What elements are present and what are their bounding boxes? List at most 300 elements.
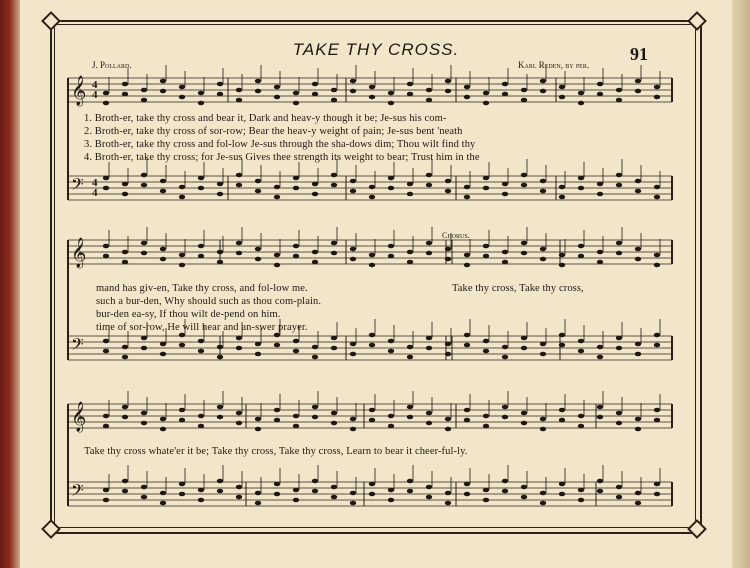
bass-note	[122, 182, 128, 187]
bass-note	[274, 185, 280, 190]
music-author: Karl Reden, by per.	[518, 60, 590, 70]
bass-note	[426, 495, 432, 500]
treble-note	[350, 89, 356, 94]
bass-note	[103, 186, 109, 191]
bass-note	[293, 488, 299, 493]
treble-note	[426, 251, 432, 256]
bass-clef: 𝄢	[71, 174, 84, 198]
treble-note	[597, 260, 603, 265]
bass-note	[445, 342, 451, 347]
treble-note	[578, 254, 584, 259]
treble-note	[293, 414, 299, 419]
bass-note	[255, 491, 261, 496]
treble-note	[502, 405, 508, 410]
treble-note	[350, 79, 356, 84]
treble-note	[464, 418, 470, 423]
bass-note	[464, 333, 470, 338]
bass-note	[540, 189, 546, 194]
bass-note	[331, 183, 337, 188]
bass-note	[255, 501, 261, 506]
treble-note	[179, 418, 185, 423]
bass-note	[160, 189, 166, 194]
treble-note	[521, 241, 527, 246]
treble-note	[331, 421, 337, 426]
treble-note	[274, 263, 280, 268]
treble-note	[654, 418, 660, 423]
treble-note	[540, 247, 546, 252]
treble-note	[635, 89, 641, 94]
treble-note	[483, 424, 489, 429]
bass-note	[464, 343, 470, 348]
bass-note	[464, 185, 470, 190]
treble-note	[217, 405, 223, 410]
bass-note	[293, 186, 299, 191]
treble-note	[350, 427, 356, 432]
bass-note	[198, 349, 204, 354]
treble-note	[122, 260, 128, 265]
treble-note	[179, 85, 185, 90]
bass-note	[616, 183, 622, 188]
bass-note	[369, 492, 375, 497]
treble-note	[255, 257, 261, 262]
treble-note	[388, 101, 394, 106]
treble-note	[559, 85, 565, 90]
treble-note	[407, 250, 413, 255]
bass-note	[369, 333, 375, 338]
treble-note	[141, 421, 147, 426]
page-edge	[732, 0, 750, 568]
treble-note	[502, 260, 508, 265]
bass-note	[540, 179, 546, 184]
treble-note	[217, 415, 223, 420]
bass-note	[635, 342, 641, 347]
bass-note	[122, 479, 128, 484]
treble-note	[369, 408, 375, 413]
treble-note	[540, 89, 546, 94]
treble-note	[312, 415, 318, 420]
bass-note	[483, 176, 489, 181]
treble-note	[635, 417, 641, 422]
treble-note	[331, 411, 337, 416]
bass-note	[635, 352, 641, 357]
treble-note	[445, 79, 451, 84]
bass-note	[122, 192, 128, 197]
bass-note	[578, 349, 584, 354]
treble-note	[635, 257, 641, 262]
treble-note	[502, 82, 508, 87]
treble-note	[293, 91, 299, 96]
treble-clef: 𝄞	[71, 76, 87, 106]
bass-note	[654, 195, 660, 200]
bass-note	[407, 489, 413, 494]
treble-note	[369, 263, 375, 268]
bass-note	[103, 176, 109, 181]
bass-note	[654, 492, 660, 497]
treble-note	[540, 417, 546, 422]
chorus-label: Chorus.	[442, 231, 470, 240]
bass-note	[388, 339, 394, 344]
bass-note	[198, 186, 204, 191]
bass-note	[217, 182, 223, 187]
bass-note	[236, 336, 242, 341]
treble-note	[369, 253, 375, 258]
bass-note	[635, 491, 641, 496]
treble-note	[198, 414, 204, 419]
treble-note	[407, 92, 413, 97]
bass-note	[350, 342, 356, 347]
bass-note	[616, 336, 622, 341]
bass-note	[445, 491, 451, 496]
treble-note	[407, 415, 413, 420]
treble-note	[217, 260, 223, 265]
bass-note	[350, 491, 356, 496]
treble-note	[312, 260, 318, 265]
bass-note	[502, 355, 508, 360]
bass-note	[350, 352, 356, 357]
bass-note	[331, 173, 337, 178]
bass-note	[502, 479, 508, 484]
treble-note	[578, 424, 584, 429]
treble-note	[255, 417, 261, 422]
treble-note	[312, 405, 318, 410]
treble-note	[635, 79, 641, 84]
bass-note	[160, 491, 166, 496]
bass-note	[369, 482, 375, 487]
treble-note	[540, 427, 546, 432]
treble-note	[521, 251, 527, 256]
bass-note	[578, 176, 584, 181]
bass-note	[597, 192, 603, 197]
bass-note	[445, 352, 451, 357]
hymn-title: TAKE THY CROSS.	[292, 40, 460, 59]
bass-note	[103, 498, 109, 503]
treble-note	[540, 79, 546, 84]
treble-note	[255, 79, 261, 84]
bass-note	[559, 482, 565, 487]
treble-note	[141, 251, 147, 256]
treble-note	[160, 427, 166, 432]
bass-note	[141, 495, 147, 500]
bass-note	[616, 495, 622, 500]
bass-note	[445, 179, 451, 184]
bass-note	[103, 488, 109, 493]
treble-note	[179, 263, 185, 268]
bass-note	[388, 176, 394, 181]
bass-note	[559, 185, 565, 190]
system2-line-1: mand has giv-en, Take thy cross, and fol-low me.	[96, 283, 308, 294]
treble-note	[521, 421, 527, 426]
treble-note	[160, 79, 166, 84]
treble-note	[312, 92, 318, 97]
bass-note	[141, 336, 147, 341]
treble-note	[388, 414, 394, 419]
bass-note	[597, 182, 603, 187]
treble-note	[445, 257, 451, 262]
treble-note	[388, 254, 394, 259]
treble-note	[160, 89, 166, 94]
treble-note	[141, 411, 147, 416]
treble-note	[597, 92, 603, 97]
bass-note	[635, 189, 641, 194]
bass-note	[331, 485, 337, 490]
bass-note	[521, 485, 527, 490]
treble-note	[198, 244, 204, 249]
bass-note	[331, 495, 337, 500]
bass-note	[312, 355, 318, 360]
bass-note	[559, 492, 565, 497]
treble-note	[578, 101, 584, 106]
time-signature-bass: 4	[92, 187, 98, 199]
time-signature-bass: 4	[92, 177, 98, 189]
treble-clef: 𝄞	[71, 238, 87, 268]
bass-note	[521, 495, 527, 500]
bass-note	[559, 333, 565, 338]
treble-note	[616, 98, 622, 103]
bass-note	[331, 336, 337, 341]
bass-note	[483, 349, 489, 354]
bass-note	[502, 345, 508, 350]
bass-note	[635, 501, 641, 506]
treble-note	[274, 253, 280, 258]
bass-note	[521, 346, 527, 351]
bass-note	[274, 195, 280, 200]
bass-note	[388, 349, 394, 354]
treble-note	[236, 98, 242, 103]
bass-note	[464, 492, 470, 497]
treble-note	[293, 424, 299, 429]
bass-note	[198, 488, 204, 493]
treble-note	[350, 247, 356, 252]
treble-note	[255, 247, 261, 252]
treble-note	[540, 257, 546, 262]
treble-note	[198, 424, 204, 429]
treble-note	[654, 253, 660, 258]
treble-note	[597, 415, 603, 420]
treble-note	[122, 92, 128, 97]
treble-note	[160, 247, 166, 252]
system2-line-4: time of sor-row, He will hear and an-swer prayer.	[96, 322, 308, 333]
treble-note	[654, 85, 660, 90]
treble-note	[179, 95, 185, 100]
words-author: J. Pollard.	[92, 60, 132, 70]
bass-note	[445, 189, 451, 194]
treble-note	[274, 418, 280, 423]
treble-note	[578, 91, 584, 96]
time-signature-treble: 4	[92, 79, 98, 91]
treble-note	[654, 95, 660, 100]
bass-note	[350, 501, 356, 506]
bass-note	[654, 482, 660, 487]
bass-clef: 𝄢	[71, 480, 84, 504]
treble-note	[103, 254, 109, 259]
treble-note	[616, 421, 622, 426]
bass-note	[293, 498, 299, 503]
bass-note	[179, 195, 185, 200]
bass-note	[122, 355, 128, 360]
verse-4-line: 4. Broth-er, take thy cross; for Je-sus Gives thee strength its weight to bear; Trust him in the	[84, 152, 480, 163]
treble-note	[255, 427, 261, 432]
treble-note	[255, 89, 261, 94]
treble-clef: 𝄞	[71, 402, 87, 432]
bass-note	[236, 346, 242, 351]
bass-note	[103, 339, 109, 344]
time-signature-treble: 4	[92, 89, 98, 101]
treble-note	[559, 253, 565, 258]
bass-note	[388, 488, 394, 493]
bass-clef: 𝄢	[71, 334, 84, 358]
bass-note	[483, 339, 489, 344]
treble-note	[559, 408, 565, 413]
treble-note	[179, 253, 185, 258]
bass-note	[578, 498, 584, 503]
bass-note	[236, 173, 242, 178]
bass-note	[369, 195, 375, 200]
treble-note	[426, 98, 432, 103]
treble-note	[502, 250, 508, 255]
treble-note	[141, 88, 147, 93]
bass-note	[141, 183, 147, 188]
treble-note	[502, 415, 508, 420]
treble-note	[103, 101, 109, 106]
treble-note	[217, 82, 223, 87]
bass-note	[578, 488, 584, 493]
treble-note	[559, 95, 565, 100]
bass-note	[654, 343, 660, 348]
bass-note	[502, 182, 508, 187]
bass-note	[426, 183, 432, 188]
bass-note	[426, 173, 432, 178]
bass-note	[160, 501, 166, 506]
treble-note	[122, 405, 128, 410]
bass-note	[217, 345, 223, 350]
bass-note	[616, 173, 622, 178]
bass-note	[312, 479, 318, 484]
bass-note	[597, 479, 603, 484]
treble-note	[331, 98, 337, 103]
treble-note	[160, 417, 166, 422]
bass-note	[540, 491, 546, 496]
treble-note	[635, 427, 641, 432]
treble-note	[502, 92, 508, 97]
treble-note	[464, 85, 470, 90]
bass-note	[293, 349, 299, 354]
bass-note	[426, 485, 432, 490]
bass-note	[236, 183, 242, 188]
treble-note	[103, 414, 109, 419]
bass-note	[502, 489, 508, 494]
bass-note	[122, 345, 128, 350]
bass-note	[578, 339, 584, 344]
bass-note	[369, 185, 375, 190]
bass-note	[160, 352, 166, 357]
treble-note	[236, 88, 242, 93]
bass-note	[217, 489, 223, 494]
treble-note	[616, 241, 622, 246]
system3-line-1: Take thy cross whate'er it be; Take thy cross, Take thy cross, Learn to bear it cheer-ful-ly.	[84, 446, 468, 457]
bass-note	[521, 173, 527, 178]
treble-note	[445, 89, 451, 94]
bass-note	[293, 176, 299, 181]
bass-note	[103, 349, 109, 354]
bass-note	[141, 173, 147, 178]
system2-line-2: such a bur-den, Why should such as thou com-plain.	[96, 296, 322, 307]
treble-note	[426, 421, 432, 426]
verse-1-line: 1. Broth-er, take thy cross and bear it, Dark and heav-y though it be; Je-sus his com-	[84, 113, 447, 124]
bass-note	[179, 343, 185, 348]
treble-note	[483, 414, 489, 419]
bass-note	[464, 195, 470, 200]
treble-note	[464, 253, 470, 258]
bass-note	[388, 498, 394, 503]
bass-note	[521, 183, 527, 188]
bass-note	[217, 355, 223, 360]
treble-note	[597, 405, 603, 410]
bass-note	[217, 192, 223, 197]
treble-note	[331, 241, 337, 246]
treble-note	[654, 408, 660, 413]
bass-note	[274, 492, 280, 497]
bass-note	[255, 179, 261, 184]
treble-note	[179, 408, 185, 413]
bass-note	[198, 176, 204, 181]
bass-note	[388, 186, 394, 191]
bass-note	[236, 495, 242, 500]
treble-note	[635, 247, 641, 252]
treble-note	[350, 257, 356, 262]
treble-note	[122, 415, 128, 420]
treble-note	[198, 91, 204, 96]
bass-note	[369, 343, 375, 348]
bass-note	[255, 352, 261, 357]
bass-note	[255, 342, 261, 347]
treble-note	[369, 95, 375, 100]
bass-note	[597, 345, 603, 350]
treble-note	[388, 91, 394, 96]
treble-note	[407, 82, 413, 87]
page-number: 91	[630, 44, 648, 64]
treble-note	[654, 263, 660, 268]
hymnal-page	[20, 0, 732, 568]
treble-note	[483, 254, 489, 259]
treble-note	[388, 424, 394, 429]
bass-note	[597, 489, 603, 494]
treble-note	[578, 414, 584, 419]
treble-note	[103, 244, 109, 249]
bass-note	[654, 185, 660, 190]
treble-note	[350, 417, 356, 422]
treble-note	[274, 408, 280, 413]
bass-note	[483, 186, 489, 191]
bass-note	[483, 498, 489, 503]
treble-note	[521, 88, 527, 93]
bass-note	[540, 501, 546, 506]
bass-note	[255, 189, 261, 194]
treble-note	[521, 98, 527, 103]
treble-note	[445, 417, 451, 422]
bass-note	[179, 185, 185, 190]
treble-note	[616, 411, 622, 416]
treble-note	[578, 244, 584, 249]
bass-note	[236, 485, 242, 490]
treble-note	[483, 244, 489, 249]
bass-note	[559, 343, 565, 348]
bass-note	[540, 342, 546, 347]
bass-note	[407, 355, 413, 360]
treble-note	[293, 254, 299, 259]
bass-note	[616, 346, 622, 351]
bass-note	[141, 346, 147, 351]
bass-note	[426, 346, 432, 351]
